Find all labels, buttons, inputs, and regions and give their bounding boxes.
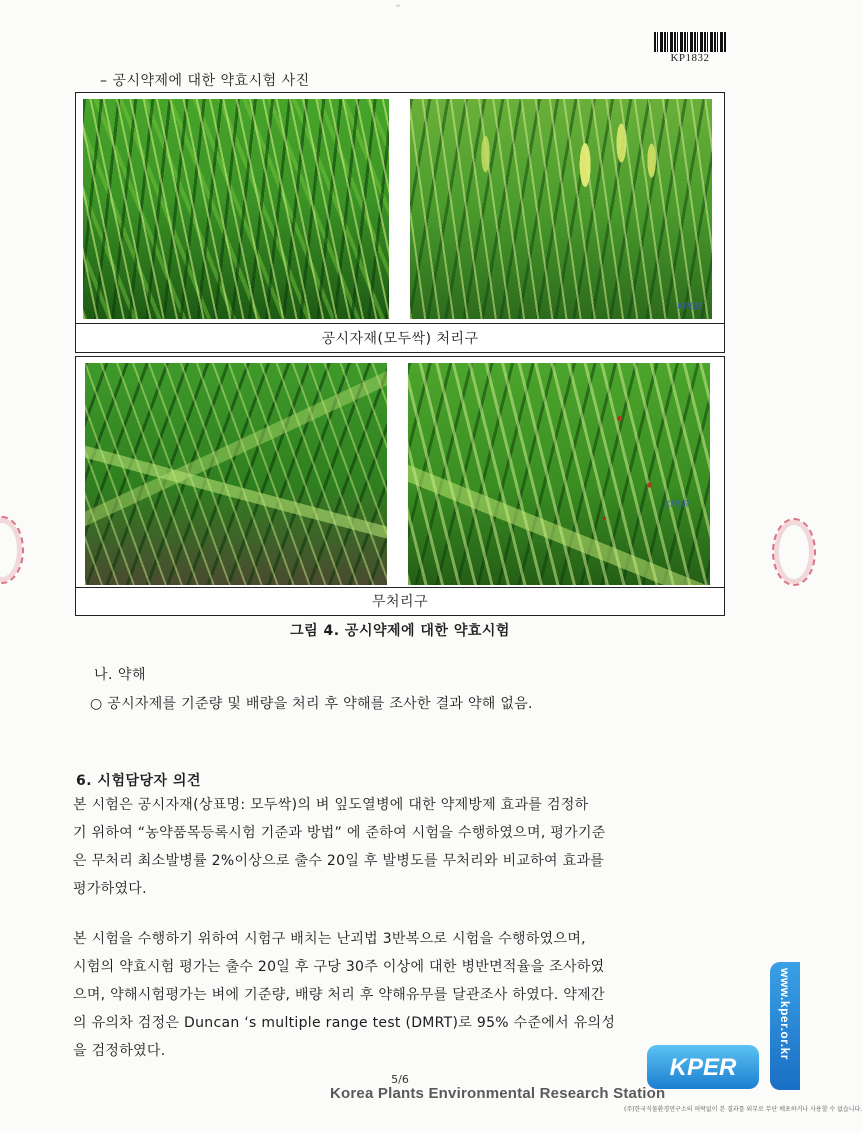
barcode-icon xyxy=(654,32,726,52)
seal-stamp-icon xyxy=(0,516,24,584)
opinion-p2-line-4: 의 유의차 검정은 Duncan ‘s multiple range test (DMRT)로 95% 수준에서 유의성 xyxy=(73,1015,616,1031)
opinion-p1-line-4: 평가하였다. xyxy=(73,881,147,897)
opinion-p2-line-2: 시험의 약효시험 평가는 출수 20일 후 구당 30주 이상에 대한 병반면적율을 조사하였 xyxy=(73,959,605,975)
side-url-strip xyxy=(770,962,800,1090)
photo-watermark: KPER xyxy=(676,301,702,311)
page-number: 5/6 xyxy=(391,1073,409,1086)
panel-caption-control: 무처리구 xyxy=(371,594,429,610)
opinion-heading: 6. 시험담당자 의견 xyxy=(76,773,201,789)
figure-panel-treated xyxy=(75,92,725,353)
station-name: Korea Plants Environmental Research Station xyxy=(330,1085,666,1102)
frame-divider xyxy=(76,587,724,588)
phytotoxicity-heading: 나. 약해 xyxy=(94,667,146,683)
logo-text: KPER xyxy=(669,1054,737,1081)
photo-control-lesions xyxy=(408,363,710,585)
photo-section-heading: – 공시약제에 대한 약효시험 사진 xyxy=(100,73,310,89)
opinion-p1-line-2: 기 위하여 “농약품목등록시험 기준과 방법” 에 준하여 시험을 수행하였으며, 평가기준 xyxy=(73,825,606,841)
phytotoxicity-result: ○ 공시자제를 기준량 및 배량을 처리 후 약해를 조사한 결과 약해 없음. xyxy=(90,696,533,712)
photo-watermark: KPER xyxy=(664,499,690,509)
side-url: www.kper.or.kr xyxy=(778,968,792,1060)
figure-caption: 그림 4. 공시약제에 대한 약효시험 xyxy=(290,623,510,639)
panel-caption-treated: 공시자재(모두싹) 처리구 xyxy=(321,331,479,347)
seal-stamp-icon xyxy=(772,518,816,586)
figure-panel-control xyxy=(75,356,725,616)
frame-divider xyxy=(76,323,724,324)
footer-note: (주)한국식물환경연구소의 허락없이 본 결과를 외부로 무단 배포하거나 사용할 수 없습니다. xyxy=(624,1106,862,1113)
top-mark: ᵕ xyxy=(396,2,401,13)
photo-control-leaves xyxy=(85,363,387,585)
opinion-p1-line-3: 은 무처리 최소발병률 2%이상으로 출수 20일 후 발병도를 무처리와 비교하여 효과를 xyxy=(73,853,605,869)
opinion-p2-line-5: 을 검정하였다. xyxy=(73,1043,166,1059)
opinion-p2-line-1: 본 시험을 수행하기 위하여 시험구 배치는 난괴법 3반복으로 시험을 수행하였으며, xyxy=(73,931,586,947)
opinion-p2-line-3: 으며, 약해시험평가는 벼에 기준량, 배량 처리 후 약해유무를 달관조사 하였다. 약제간 xyxy=(73,987,605,1003)
barcode-label: KP1832 xyxy=(670,52,710,64)
photo-treated-leaves xyxy=(83,99,389,319)
opinion-p1-line-1: 본 시험은 공시자재(상표명: 모두싹)의 벼 잎도열병에 대한 약제방제 효과를 검정하 xyxy=(73,797,589,813)
photo-treated-panicles xyxy=(410,99,712,319)
